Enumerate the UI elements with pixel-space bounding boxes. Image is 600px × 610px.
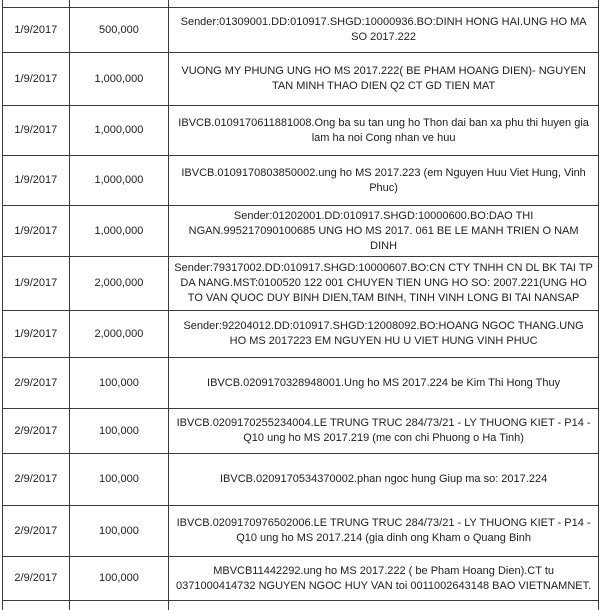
description-cell: IBVCB.0109170611881008.Ong ba su tan ung ho Thon dai ban xa phu thi huyen gia lam ha noi Cong nhan ve huu	[169, 106, 599, 156]
table-row	[3, 311, 599, 358]
transactions-table	[2, 0, 599, 610]
date-cell	[3, 0, 70, 8]
date-cell: 2/9/2017	[3, 506, 70, 557]
amount-cell: 100,000	[69, 358, 169, 409]
description-cell: Sender:01309001.DD:010917.SHGD:10000936.BO:DINH HONG HAI.UNG HO MA SO 2017.222	[169, 8, 599, 53]
amount-cell: 1,000,000	[69, 106, 169, 156]
table-row	[3, 557, 599, 601]
table-row	[3, 506, 599, 557]
date-cell: 2/9/2017	[3, 409, 70, 454]
date-cell	[3, 601, 70, 610]
description-cell: Sender:92204012.DD:010917.SHGD:12008092.BO:HOANG NGOC THANG.UNG HO MS 2017223 EM NGUYEN HU U VIET HUNG VINH PHUC	[169, 311, 599, 358]
description-cell: IBVCB.0109170803850002.ung ho MS 2017.223 (em Nguyen Huu Viet Hung, Vinh Phuc)	[169, 156, 599, 206]
description-cell: IBVCB.0209170976502006.LE TRUNG TRUC 284/73/21 - LY THUONG KIET - P14 - Q10 ung ho MS 2017.214 (gia dinh ong Kham o Quang Binh	[169, 506, 599, 557]
table-row	[3, 358, 599, 409]
table-row	[3, 454, 599, 506]
description-cell	[169, 0, 599, 8]
description-cell: IBVCB.0209170255234004.LE TRUNG TRUC 284/73/21 - LY THUONG KIET - P14 - Q10 ung ho MS 2017.219 (me con chi Phuong o Ha Tinh)	[169, 409, 599, 454]
description-cell: Sender:79317002.DD:010917.SHGD:10000607.BO:CN CTY TNHH CN DL BK TAI TP DA NANG.MST:0100520 122 001 CHUYEN TIEN UNG HO SO: 2007.221(UNG HO TO VAN QUOC DUY BINH DIEN,TAM BINH, TINH VINH LONG BI TAI NANSAP	[169, 257, 599, 311]
amount-cell: 1,000,000	[69, 206, 169, 257]
amount-cell: 1,000,000	[69, 53, 169, 106]
description-cell: IBVCB.0209170328948001.Ung ho MS 2017.224 be Kim Thi Hong Thuy	[169, 358, 599, 409]
partial-row-top	[3, 0, 599, 8]
amount-cell: 500,000	[69, 8, 169, 53]
description-cell	[169, 601, 599, 610]
table-row	[3, 409, 599, 454]
date-cell: 1/9/2017	[3, 156, 70, 206]
date-cell: 1/9/2017	[3, 53, 70, 106]
amount-cell: 1,000,000	[69, 156, 169, 206]
date-cell: 1/9/2017	[3, 311, 70, 358]
table-row	[3, 257, 599, 311]
date-cell: 2/9/2017	[3, 358, 70, 409]
table-row	[3, 106, 599, 156]
date-cell: 1/9/2017	[3, 206, 70, 257]
description-cell: VUONG MY PHUNG UNG HO MS 2017.222( BE PHAM HOANG DIEN)- NGUYEN TAN MINH THAO DIEN Q2 CT GD TIEN MAT	[169, 53, 599, 106]
date-cell: 1/9/2017	[3, 8, 70, 53]
amount-cell: 2,000,000	[69, 257, 169, 311]
description-cell: MBVCB11442292.ung ho MS 2017.222 ( be Pham Hoang Dien).CT tu 0371000414732 NGUYEN NGOC HUY VAN toi 0011002643148 BAO VIETNAMNET.	[169, 557, 599, 601]
table-row	[3, 156, 599, 206]
transactions-body	[3, 0, 599, 610]
amount-cell: 100,000	[69, 409, 169, 454]
table-row	[3, 53, 599, 106]
date-cell: 2/9/2017	[3, 454, 70, 506]
amount-cell: 100,000	[69, 557, 169, 601]
amount-cell: 2,000,000	[69, 311, 169, 358]
description-cell: IBVCB.0209170534370002.phan ngoc hung Giup ma so: 2017.224	[169, 454, 599, 506]
table-row	[3, 206, 599, 257]
table-row	[3, 8, 599, 53]
amount-cell: 100,000	[69, 506, 169, 557]
amount-cell: 100,000	[69, 454, 169, 506]
date-cell: 2/9/2017	[3, 557, 70, 601]
amount-cell	[69, 601, 169, 610]
date-cell: 1/9/2017	[3, 106, 70, 156]
description-cell: Sender:01202001.DD:010917.SHGD:10000600.BO:DAO THI NGAN.995217090100685 UNG HO MS 2017. 061 BE LE MANH TRIEN O NAM DINH	[169, 206, 599, 257]
date-cell: 1/9/2017	[3, 257, 70, 311]
amount-cell	[69, 0, 169, 8]
partial-row-bottom	[3, 601, 599, 610]
